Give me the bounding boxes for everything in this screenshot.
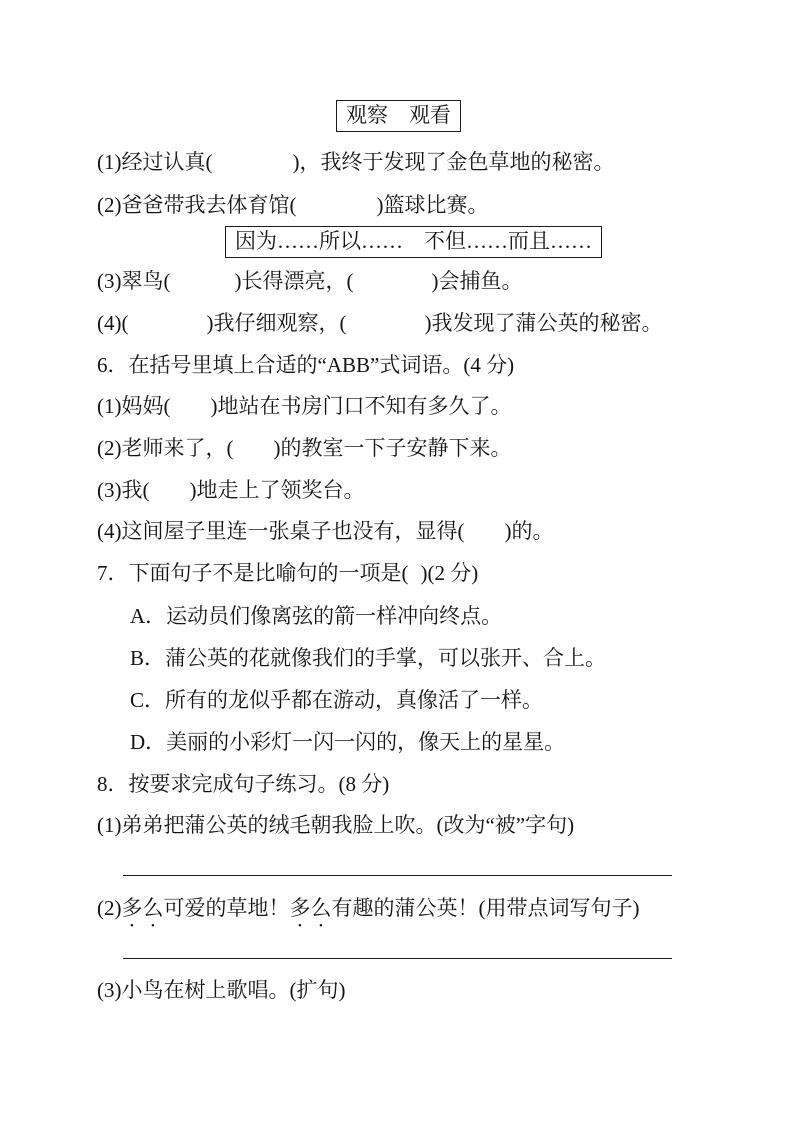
q8-item-1	[97, 813, 574, 837]
q8-item-2	[97, 896, 640, 932]
q5-item-4-mid: )我仔细观察，(	[206, 311, 347, 335]
q7-option-a	[130, 604, 502, 628]
q7-title	[97, 561, 478, 585]
answer-blank	[409, 579, 421, 580]
q8-item-3	[97, 978, 345, 1002]
q5-item-3-pre: (3)翠鸟(	[97, 269, 171, 293]
q6-item-4-pre: (4)这间屋子里连一张桌子也没有，显得(	[97, 519, 465, 543]
q6-item-4-post: )的。	[504, 519, 554, 543]
q8-item-2-seg2: 有趣的蒲公英！(用带点词写句子)	[331, 896, 640, 920]
q6-item-3-pre: (3)我(	[97, 478, 150, 502]
q8-item-2-prefix: (2)	[97, 896, 122, 920]
q6-item-4	[97, 519, 553, 543]
q6-item-1	[97, 394, 511, 418]
q8-item-1-text: (1)弟弟把蒲公英的绒毛朝我脸上吹。(改为“被”字句)	[97, 813, 575, 837]
q8-item-3-text: (3)小鸟在树上歌唱。(扩句)	[97, 978, 346, 1002]
answer-blank	[128, 329, 206, 330]
q7-option-d	[130, 730, 565, 754]
q6-item-1-post: )地站在书房门口不知有多久了。	[210, 394, 512, 418]
q7-title-pre: 7．下面句子不是比喻句的一项是(	[97, 561, 409, 585]
q7-option-b-text: B．蒲公英的花就像我们的手掌，可以张开、合上。	[130, 646, 607, 670]
q6-title	[97, 353, 514, 377]
q6-item-3-post: )地走上了领奖台。	[189, 478, 365, 502]
q6-item-2-pre: (2)老师来了，(	[97, 436, 234, 460]
q6-item-2	[97, 436, 511, 460]
q8-title-text: 8．按要求完成句子练习。(8 分)	[97, 772, 390, 796]
answer-write-line	[123, 958, 672, 959]
q5-item-3-post: )会捕鱼。	[431, 269, 523, 293]
answer-blank	[170, 287, 234, 288]
answer-blank	[233, 454, 273, 455]
emphasized-word: 多么	[121, 896, 164, 920]
wordbank-1-words: 观察 观看	[346, 103, 451, 127]
emphasized-word: 多么	[289, 896, 332, 920]
q5-item-4-post: )我发现了蒲公英的秘密。	[424, 311, 663, 335]
q7-option-a-text: A．运动员们像离弦的箭一样冲向终点。	[130, 604, 503, 628]
answer-blank	[353, 287, 431, 288]
wordbank-box-1	[336, 100, 461, 132]
q8-title	[97, 772, 389, 796]
q5-item-1	[97, 150, 614, 174]
answer-write-line	[123, 875, 672, 876]
q5-item-4	[97, 311, 662, 335]
q8-item-2-seg1: 可爱的草地！	[163, 896, 290, 920]
q5-item-3	[97, 269, 522, 293]
q5-item-2	[97, 193, 488, 217]
q5-item-4-pre: (4)(	[97, 311, 129, 335]
q6-item-2-post: )的教室一下子安静下来。	[273, 436, 512, 460]
answer-blank	[170, 412, 210, 413]
answer-blank	[149, 496, 189, 497]
q7-title-post: )(2 分)	[420, 561, 479, 585]
answer-blank	[212, 168, 292, 169]
answer-blank	[346, 329, 424, 330]
q7-option-b	[130, 646, 606, 670]
q6-item-3	[97, 478, 364, 502]
q5-item-2-post: )篮球比赛。	[376, 193, 489, 217]
q5-item-1-pre: (1)经过认真(	[97, 150, 213, 174]
q5-item-3-mid: )长得漂亮，(	[234, 269, 354, 293]
q5-item-1-post: )，我终于发现了金色草地的秘密。	[292, 150, 615, 174]
wordbank-box-2	[225, 226, 602, 258]
q7-option-d-text: D．美丽的小彩灯一闪一闪的，像天上的星星。	[130, 730, 566, 754]
q6-title-text: 6．在括号里填上合适的“ABB”式词语。(4 分)	[97, 353, 515, 377]
q5-item-2-pre: (2)爸爸带我去体育馆(	[97, 193, 297, 217]
q7-option-c-text: C．所有的龙似乎都在游动，真像活了一样。	[130, 688, 544, 712]
answer-blank	[296, 211, 376, 212]
q7-option-c	[130, 688, 543, 712]
wordbank-2-words: 因为……所以…… 不但……而且……	[235, 229, 592, 253]
answer-blank	[464, 537, 504, 538]
q6-item-1-pre: (1)妈妈(	[97, 394, 171, 418]
